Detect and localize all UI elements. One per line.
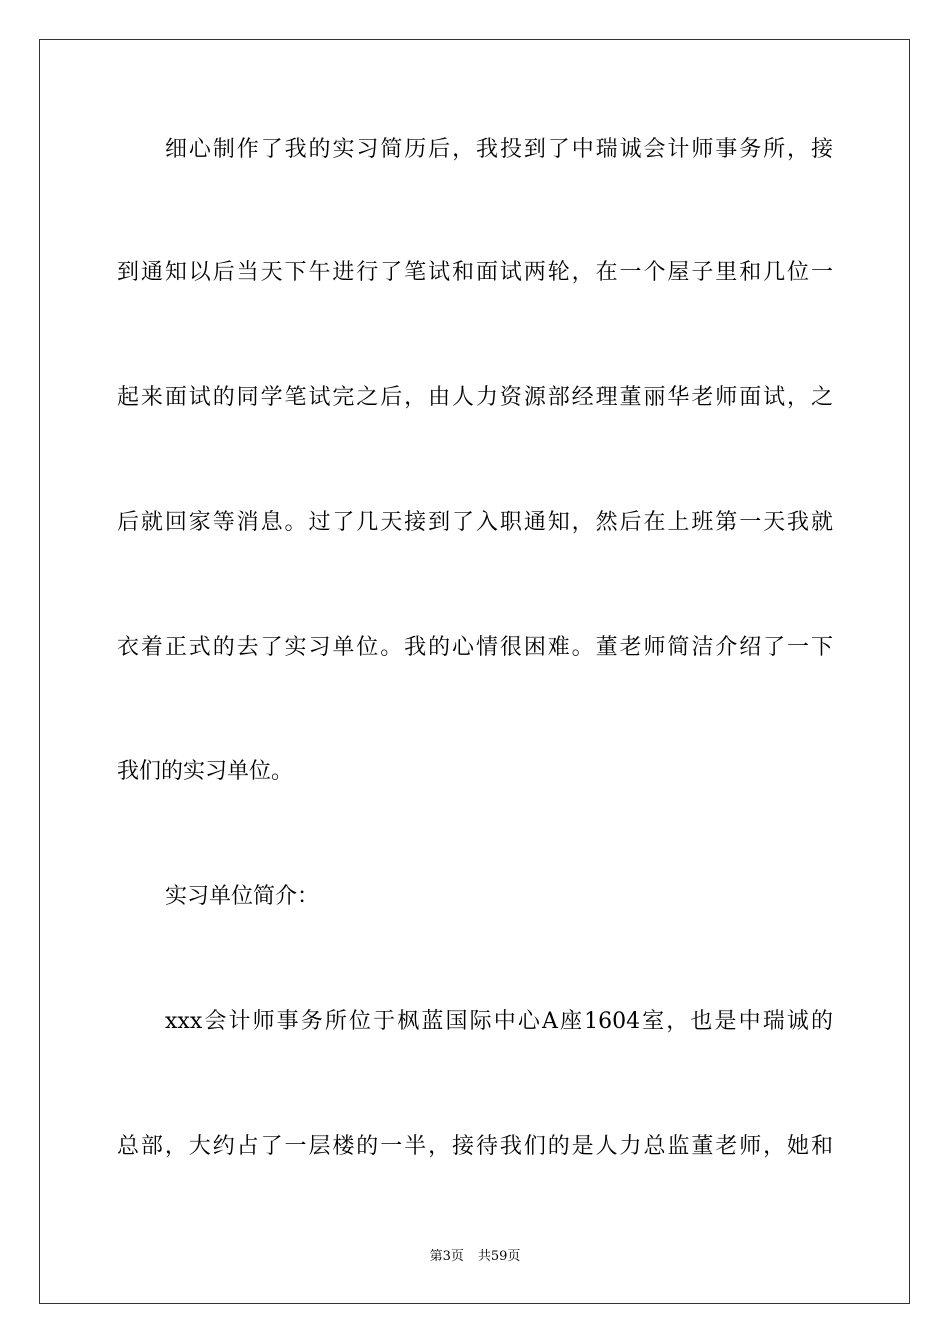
text-line-1: 细心制作了我的实习简历后，我投到了中瑞诚会计师事务所，接 [165, 137, 833, 162]
page-footer [0, 1248, 950, 1266]
text-line-6: 我们的实习单位。 [117, 759, 294, 784]
page-number: 第3页 [429, 1249, 464, 1264]
text-line-9: 总部，大约占了一层楼的一半，接待我们的是人力总监董老师，她和 [117, 1134, 833, 1159]
text-line-8: xxx会计师事务所位于枫蓝国际中心A座1604室，也是中瑞诚的 [165, 1009, 833, 1034]
section-heading: 实习单位简介： [165, 884, 320, 909]
document-body [117, 0, 833, 1344]
text-line-4: 后就回家等消息。过了几天接到了入职通知，然后在上班第一天我就 [117, 510, 833, 535]
text-line-5: 衣着正式的去了实习单位。我的心情很困难。董老师简洁介绍了一下 [117, 635, 833, 660]
text-line-3: 起来面试的同学笔试完之后，由人力资源部经理董丽华老师面试，之 [117, 385, 833, 410]
page-total: 共59页 [477, 1249, 521, 1264]
text-line-2: 到通知以后当天下午进行了笔试和面试两轮，在一个屋子里和几位一 [117, 260, 833, 285]
